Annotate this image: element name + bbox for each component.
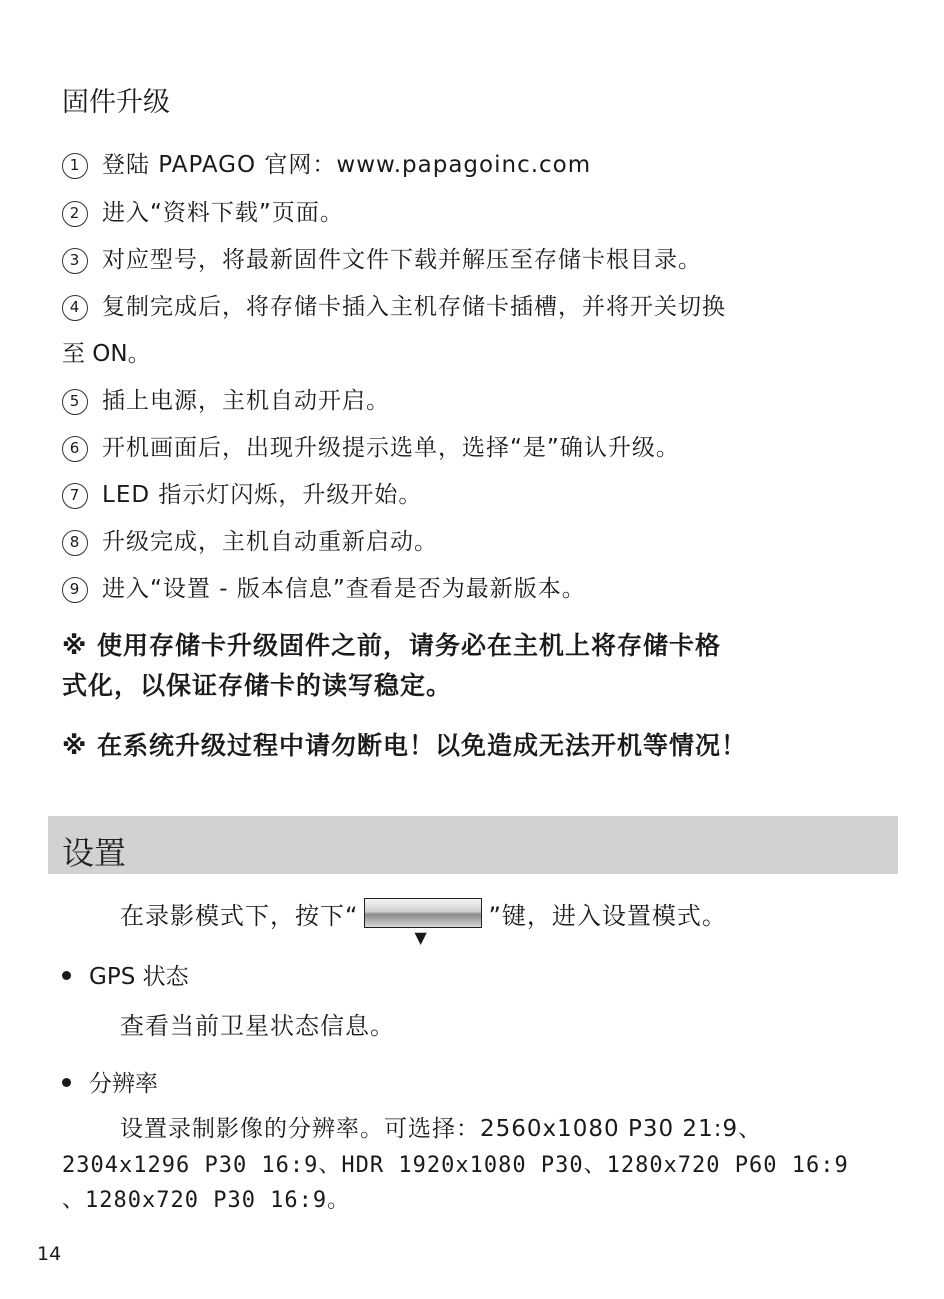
step-number: 4 [62,295,88,321]
step-number: 7 [62,483,88,509]
step-4-continuation: 至 ON。 [62,341,151,367]
step-text: 对应型号，将最新固件文件下载并解压至存储卡根目录。 [102,247,702,273]
menu-key-icon [364,898,482,947]
resolution-item [62,1065,158,1098]
step-5 [62,382,390,415]
step-6 [62,429,680,462]
step-number: 5 [62,389,88,415]
step-1 [62,146,591,179]
resolution-desc-line3: 、1280x720 P30 16:9。 [62,1188,351,1213]
step-text: LED 指示灯闪烁，升级开始。 [102,482,423,508]
step-text: 进入“资料下载”页面。 [102,200,344,226]
warning-power: ※ 在系统升级过程中请勿断电！以免造成无法开机等情况！ [62,731,748,760]
firmware-title: 固件升级 [62,87,170,118]
resolution-title: 分辨率 [89,1071,158,1097]
warning-format-line1: ※ 使用存储卡升级固件之前，请务必在主机上将存储卡格 [62,631,722,660]
down-arrow-icon: ▼ [414,928,428,947]
step-text: 升级完成，主机自动重新启动。 [102,529,438,555]
intro-text-before: 在录影模式下，按下“ [120,902,359,930]
settings-title: 设置 [62,834,127,872]
step-2 [62,194,344,227]
resolution-desc-line2: 2304x1296 P30 16:9、HDR 1920x1080 P30、1280x720 P60 16:9 [62,1153,849,1178]
step-number: 2 [62,201,88,227]
gps-status-item [62,958,189,991]
resolution-desc-line1: 设置录制影像的分辨率。可选择：2560x1080 P30 21:9、 [120,1116,763,1142]
step-number: 3 [62,248,88,274]
step-8 [62,523,438,556]
intro-text-after: ”键，进入设置模式。 [488,902,727,930]
bullet-icon [62,1078,71,1087]
step-text: 复制完成后，将存储卡插入主机存储卡插槽，并将开关切换 [102,294,726,320]
bullet-icon [62,971,71,980]
settings-section-bar [48,816,898,874]
gps-status-title: GPS 状态 [89,964,189,990]
settings-intro [120,896,727,947]
warning-format-line2: 式化，以保证存储卡的读写稳定。 [62,671,453,700]
menu-key-button-graphic [364,898,482,928]
page-number: 14 [37,1243,62,1265]
step-text: 开机画面后，出现升级提示选单，选择“是”确认升级。 [102,435,680,461]
step-text: 进入“设置 - 版本信息”查看是否为最新版本。 [102,576,586,602]
step-3 [62,241,702,274]
step-number: 8 [62,530,88,556]
step-number: 6 [62,436,88,462]
gps-status-desc: 查看当前卫星状态信息。 [120,1012,395,1040]
step-number: 9 [62,577,88,603]
step-number: 1 [62,153,88,179]
step-9 [62,570,586,603]
step-text: 插上电源，主机自动开启。 [102,388,390,414]
step-4 [62,288,726,321]
step-text: 登陆 PAPAGO 官网：www.papagoinc.com [102,152,592,178]
step-7 [62,476,422,509]
